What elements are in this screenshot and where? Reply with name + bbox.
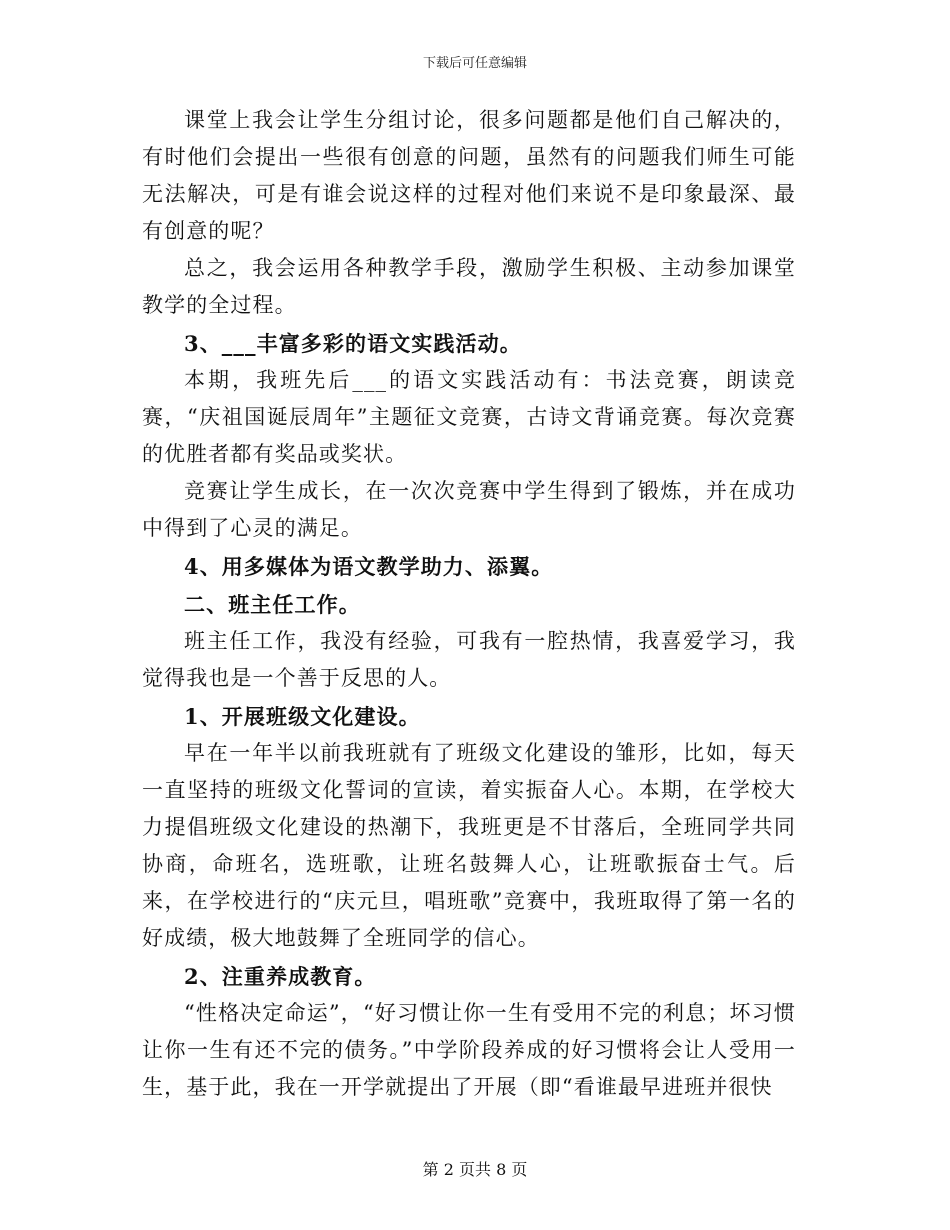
paragraph: 竞赛让学生成长，在一次次竞赛中学生得到了锻炼，并在成功中得到了心灵的满足。 (142, 479, 796, 540)
paragraph: 课堂上我会让学生分组讨论，很多问题都是他们自己解决的，有时他们会提出一些很有创意的问题，虽然有的问题我们师生可能无法解决，可是有谁会说这样的过程对他们来说不是印象最深、最有创意的呢？ (142, 108, 796, 243)
document-body (142, 102, 796, 1106)
page-footer: 第 2 页共 8 页 (422, 1160, 528, 1179)
paragraph: 本期，我班先后___的语文实践活动有：书法竞赛，朗读竞赛，“庆祖国诞辰周年”主题征文竞赛，古诗文背诵竞赛。每次竞赛的优胜者都有奖品或奖状。 (142, 368, 796, 466)
paragraph: 早在一年半以前我班就有了班级文化建设的雏形，比如，每天一直坚持的班级文化誓词的宣读，着实振奋人心。本期，在学校大力提倡班级文化建设的热潮下，我班更是不甘落后，全班同学共同协商，命班名，选班歌，让班名鼓舞人心，让班歌振奋士气。后来，在学校进行的“庆元旦，唱班歌”竞赛中，我班取得了第一名的好成绩，极大地鼓舞了全班同学的信心。 (142, 741, 796, 950)
paragraph: 班主任工作，我没有经验，可我有一腔热情，我喜爱学习，我觉得我也是一个善于反思的人。 (142, 629, 796, 690)
section-heading: 1、开展班级文化建设。 (184, 704, 421, 729)
section-heading: 4、用多媒体为语文教学助力、添翼。 (184, 554, 554, 579)
paragraph: 总之，我会运用各种教学手段，激励学生积极、主动参加课堂教学的全过程。 (142, 256, 796, 317)
section-heading: 3、___丰富多彩的语文实践活动。 (184, 331, 522, 356)
section-heading: 二、班主任工作。 (184, 592, 361, 617)
section-heading: 2、注重养成教育。 (184, 964, 377, 989)
paragraph: “性格决定命运”，“好习惯让你一生有受用不完的利息；坏习惯让你一生有还不完的债务。”中学阶段养成的好习惯将会让人受用一生，基于此，我在一开学就提出了开展（即“看谁最早进班并很快 (142, 1001, 796, 1099)
page-header: 下载后可任意编辑 (422, 56, 527, 71)
